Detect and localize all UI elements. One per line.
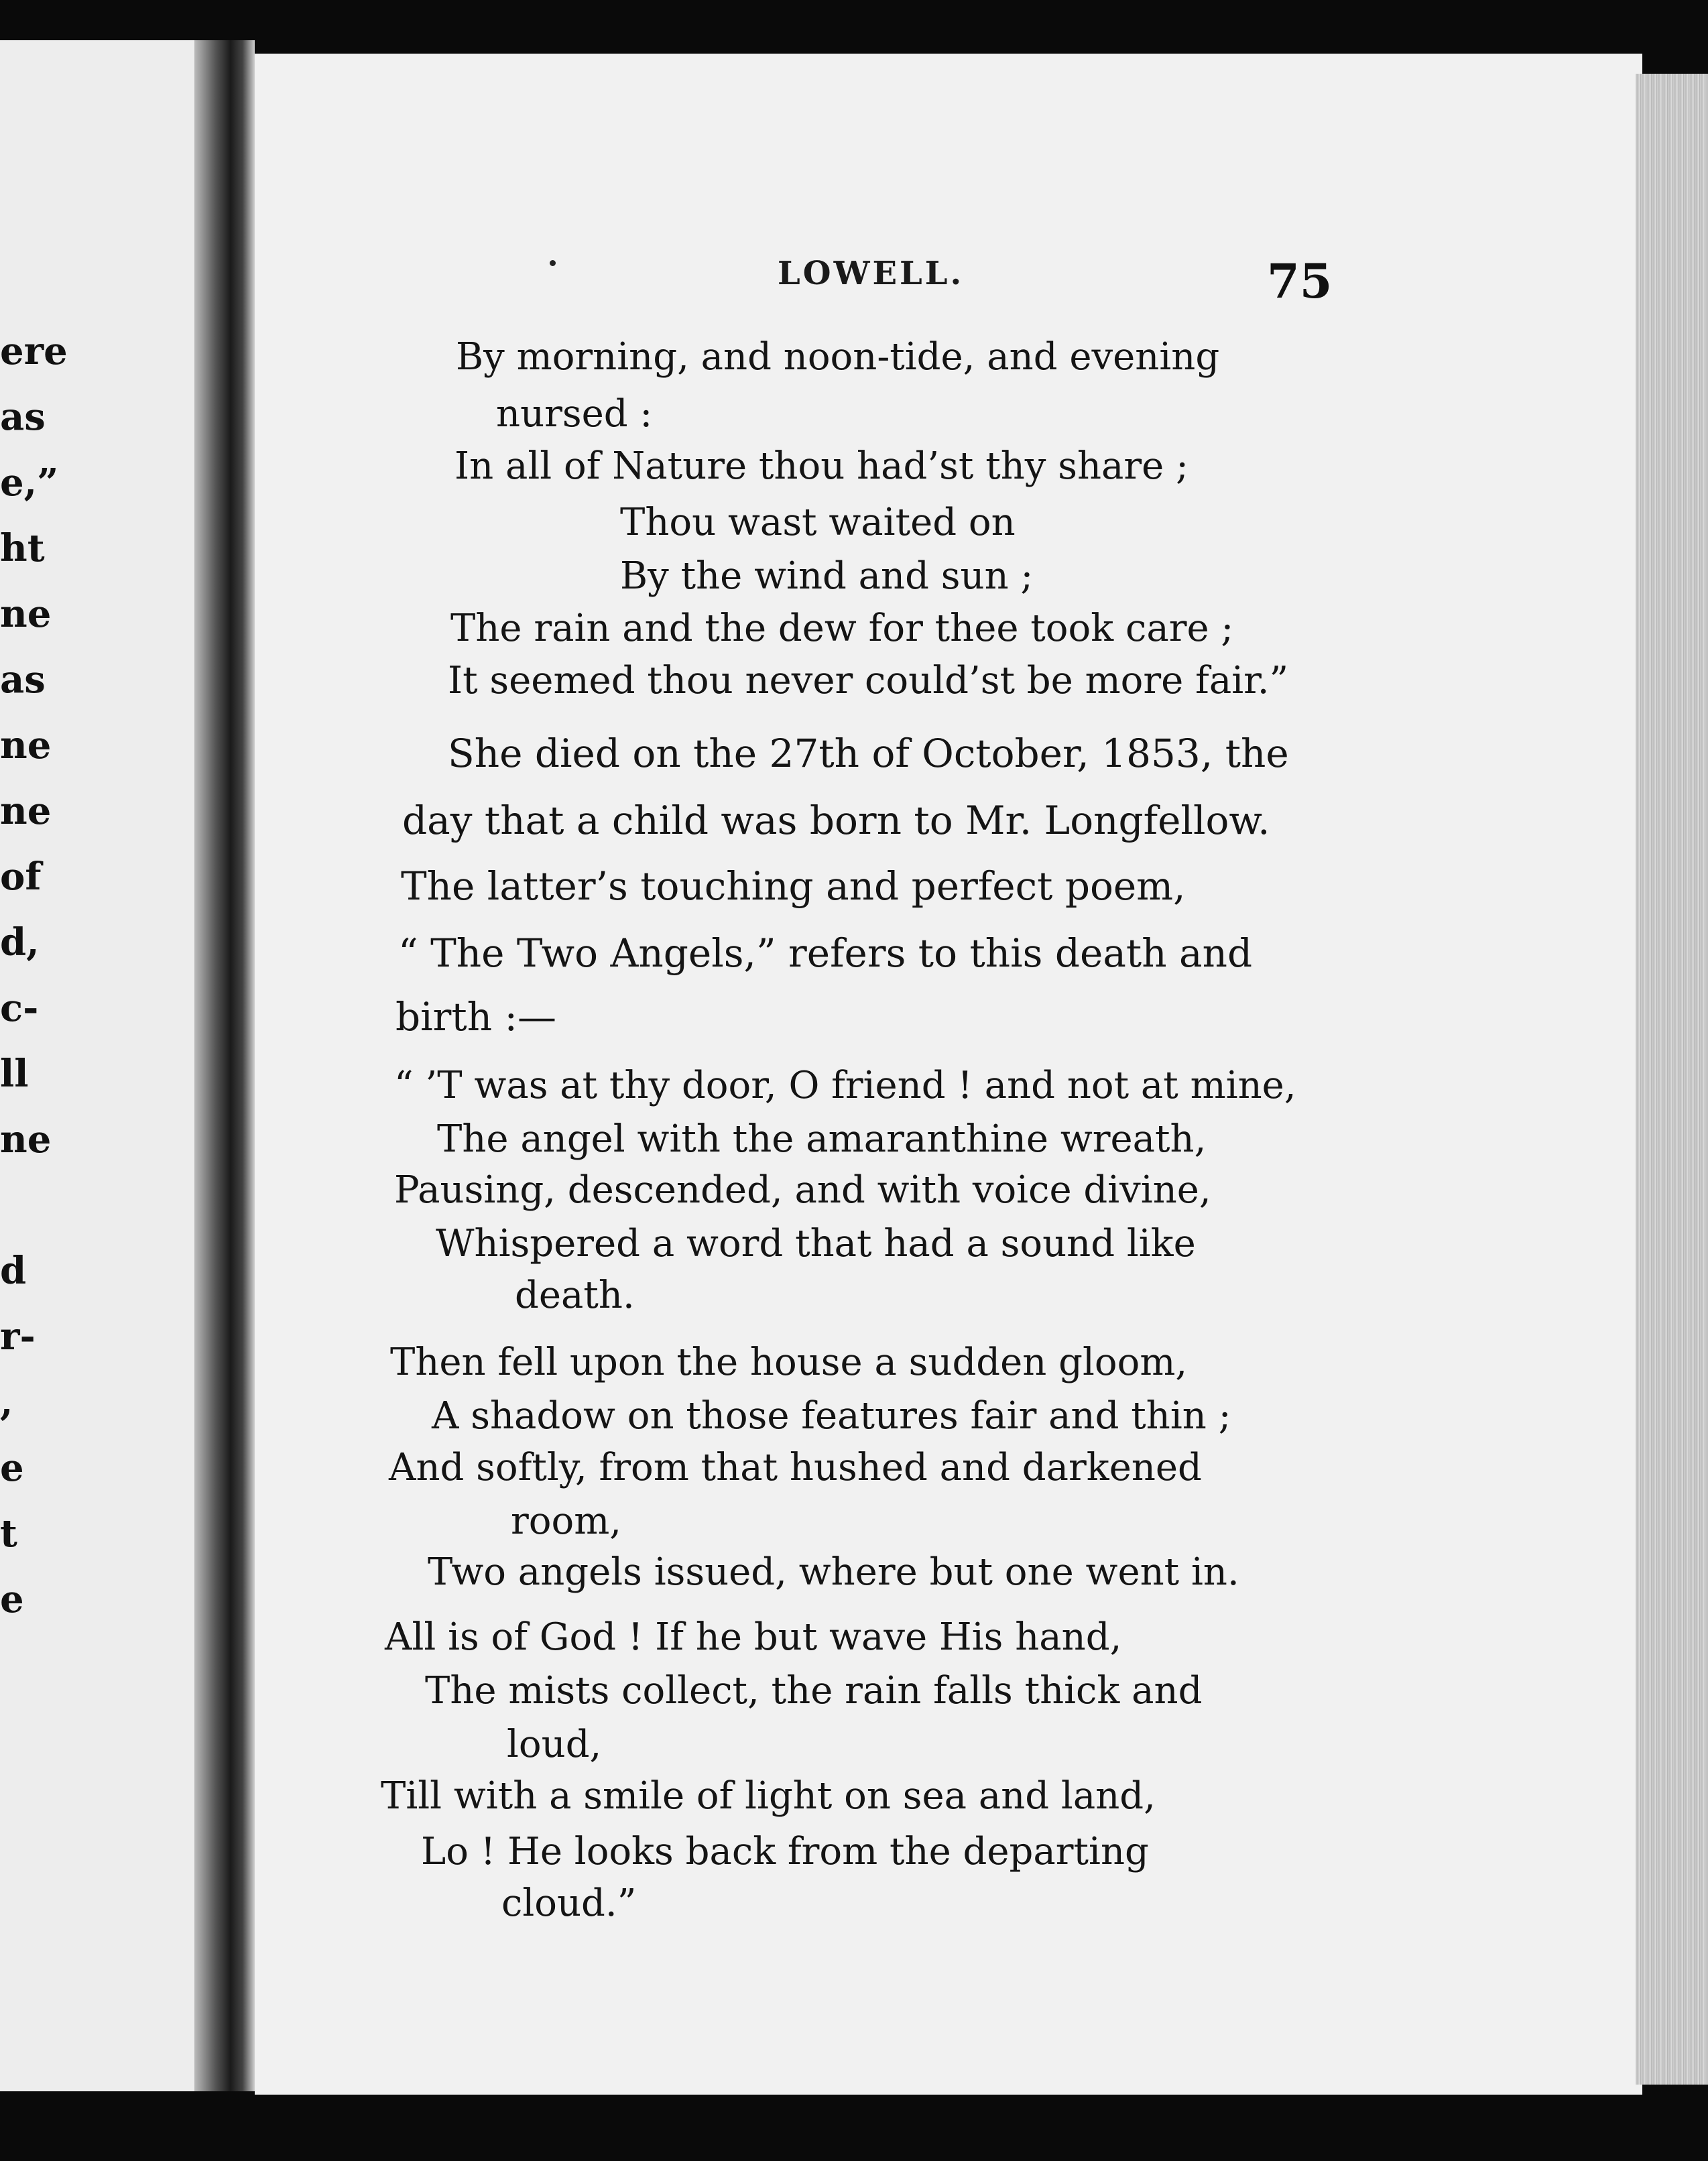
text-line: Two angels issued, where but one went in. xyxy=(428,1550,1239,1594)
text-line: And softly, from that hushed and darkened xyxy=(389,1446,1202,1489)
left-fragment: ne xyxy=(0,592,52,636)
left-fragment: e,” xyxy=(0,460,59,505)
text-line: By the wind and sun ; xyxy=(620,554,1034,598)
text-line: All is of God ! If he but wave His hand, xyxy=(385,1615,1122,1659)
running-head: LOWELL. xyxy=(778,255,965,292)
text-line: By morning, and noon-tide, and evening xyxy=(456,335,1220,379)
left-fragment: ne xyxy=(0,789,52,833)
left-fragment: ll xyxy=(0,1052,29,1096)
text-line: room, xyxy=(511,1499,622,1543)
left-fragment: d, xyxy=(0,920,40,965)
ink-dot xyxy=(550,260,556,266)
left-fragment: r- xyxy=(0,1314,36,1359)
text-line: Till with a smile of light on sea and land, xyxy=(381,1774,1156,1818)
left-fragment: ere xyxy=(0,329,68,373)
text-line: nursed : xyxy=(496,392,653,436)
text-line: The angel with the amaranthine wreath, xyxy=(437,1117,1207,1161)
text-line: The mists collect, the rain falls thick and xyxy=(425,1669,1203,1713)
left-fragment: d xyxy=(0,1249,27,1293)
text-line: “ The Two Angels,” refers to this death and xyxy=(398,930,1253,976)
text-line: The rain and the dew for thee took care ; xyxy=(450,607,1234,650)
text-line: The latter’s touching and perfect poem, xyxy=(401,863,1186,909)
page-number: 75 xyxy=(1267,253,1333,309)
text-line: In all of Nature thou had’st thy share ; xyxy=(454,444,1188,488)
left-fragment: t xyxy=(0,1511,17,1556)
left-fragment: e xyxy=(0,1446,24,1490)
text-line: Whispered a word that had a sound like xyxy=(436,1222,1196,1265)
text-line: Then fell upon the house a sudden gloom, xyxy=(390,1341,1188,1384)
text-line: Lo ! He looks back from the departing xyxy=(421,1830,1149,1873)
left-fragment: ht xyxy=(0,526,45,570)
left-fragment: , xyxy=(0,1380,13,1424)
left-fragment: ne xyxy=(0,1117,52,1162)
text-line: birth :— xyxy=(395,994,557,1040)
text-line: Thou wast waited on xyxy=(620,501,1016,544)
left-fragment: c- xyxy=(0,986,39,1030)
text-line: death. xyxy=(515,1274,635,1317)
text-line: cloud.” xyxy=(501,1881,637,1925)
text-line: A shadow on those features fair and thin ; xyxy=(432,1394,1231,1438)
left-fragment: as xyxy=(0,395,46,439)
left-fragment: of xyxy=(0,855,42,899)
left-fragment: ne xyxy=(0,723,52,767)
left-fragment: e xyxy=(0,1577,24,1621)
text-line: “ ’T was at thy door, O friend ! and not at mine, xyxy=(394,1064,1296,1107)
text-line: It seemed thou never could’st be more fair.” xyxy=(448,659,1289,702)
text-line: Pausing, descended, and with voice divine, xyxy=(394,1168,1211,1212)
text-line: loud, xyxy=(507,1723,602,1766)
text-line: day that a child was born to Mr. Longfellow. xyxy=(402,798,1270,843)
left-fragment: as xyxy=(0,658,46,702)
text-line: She died on the 27th of October, 1853, the xyxy=(448,731,1289,776)
